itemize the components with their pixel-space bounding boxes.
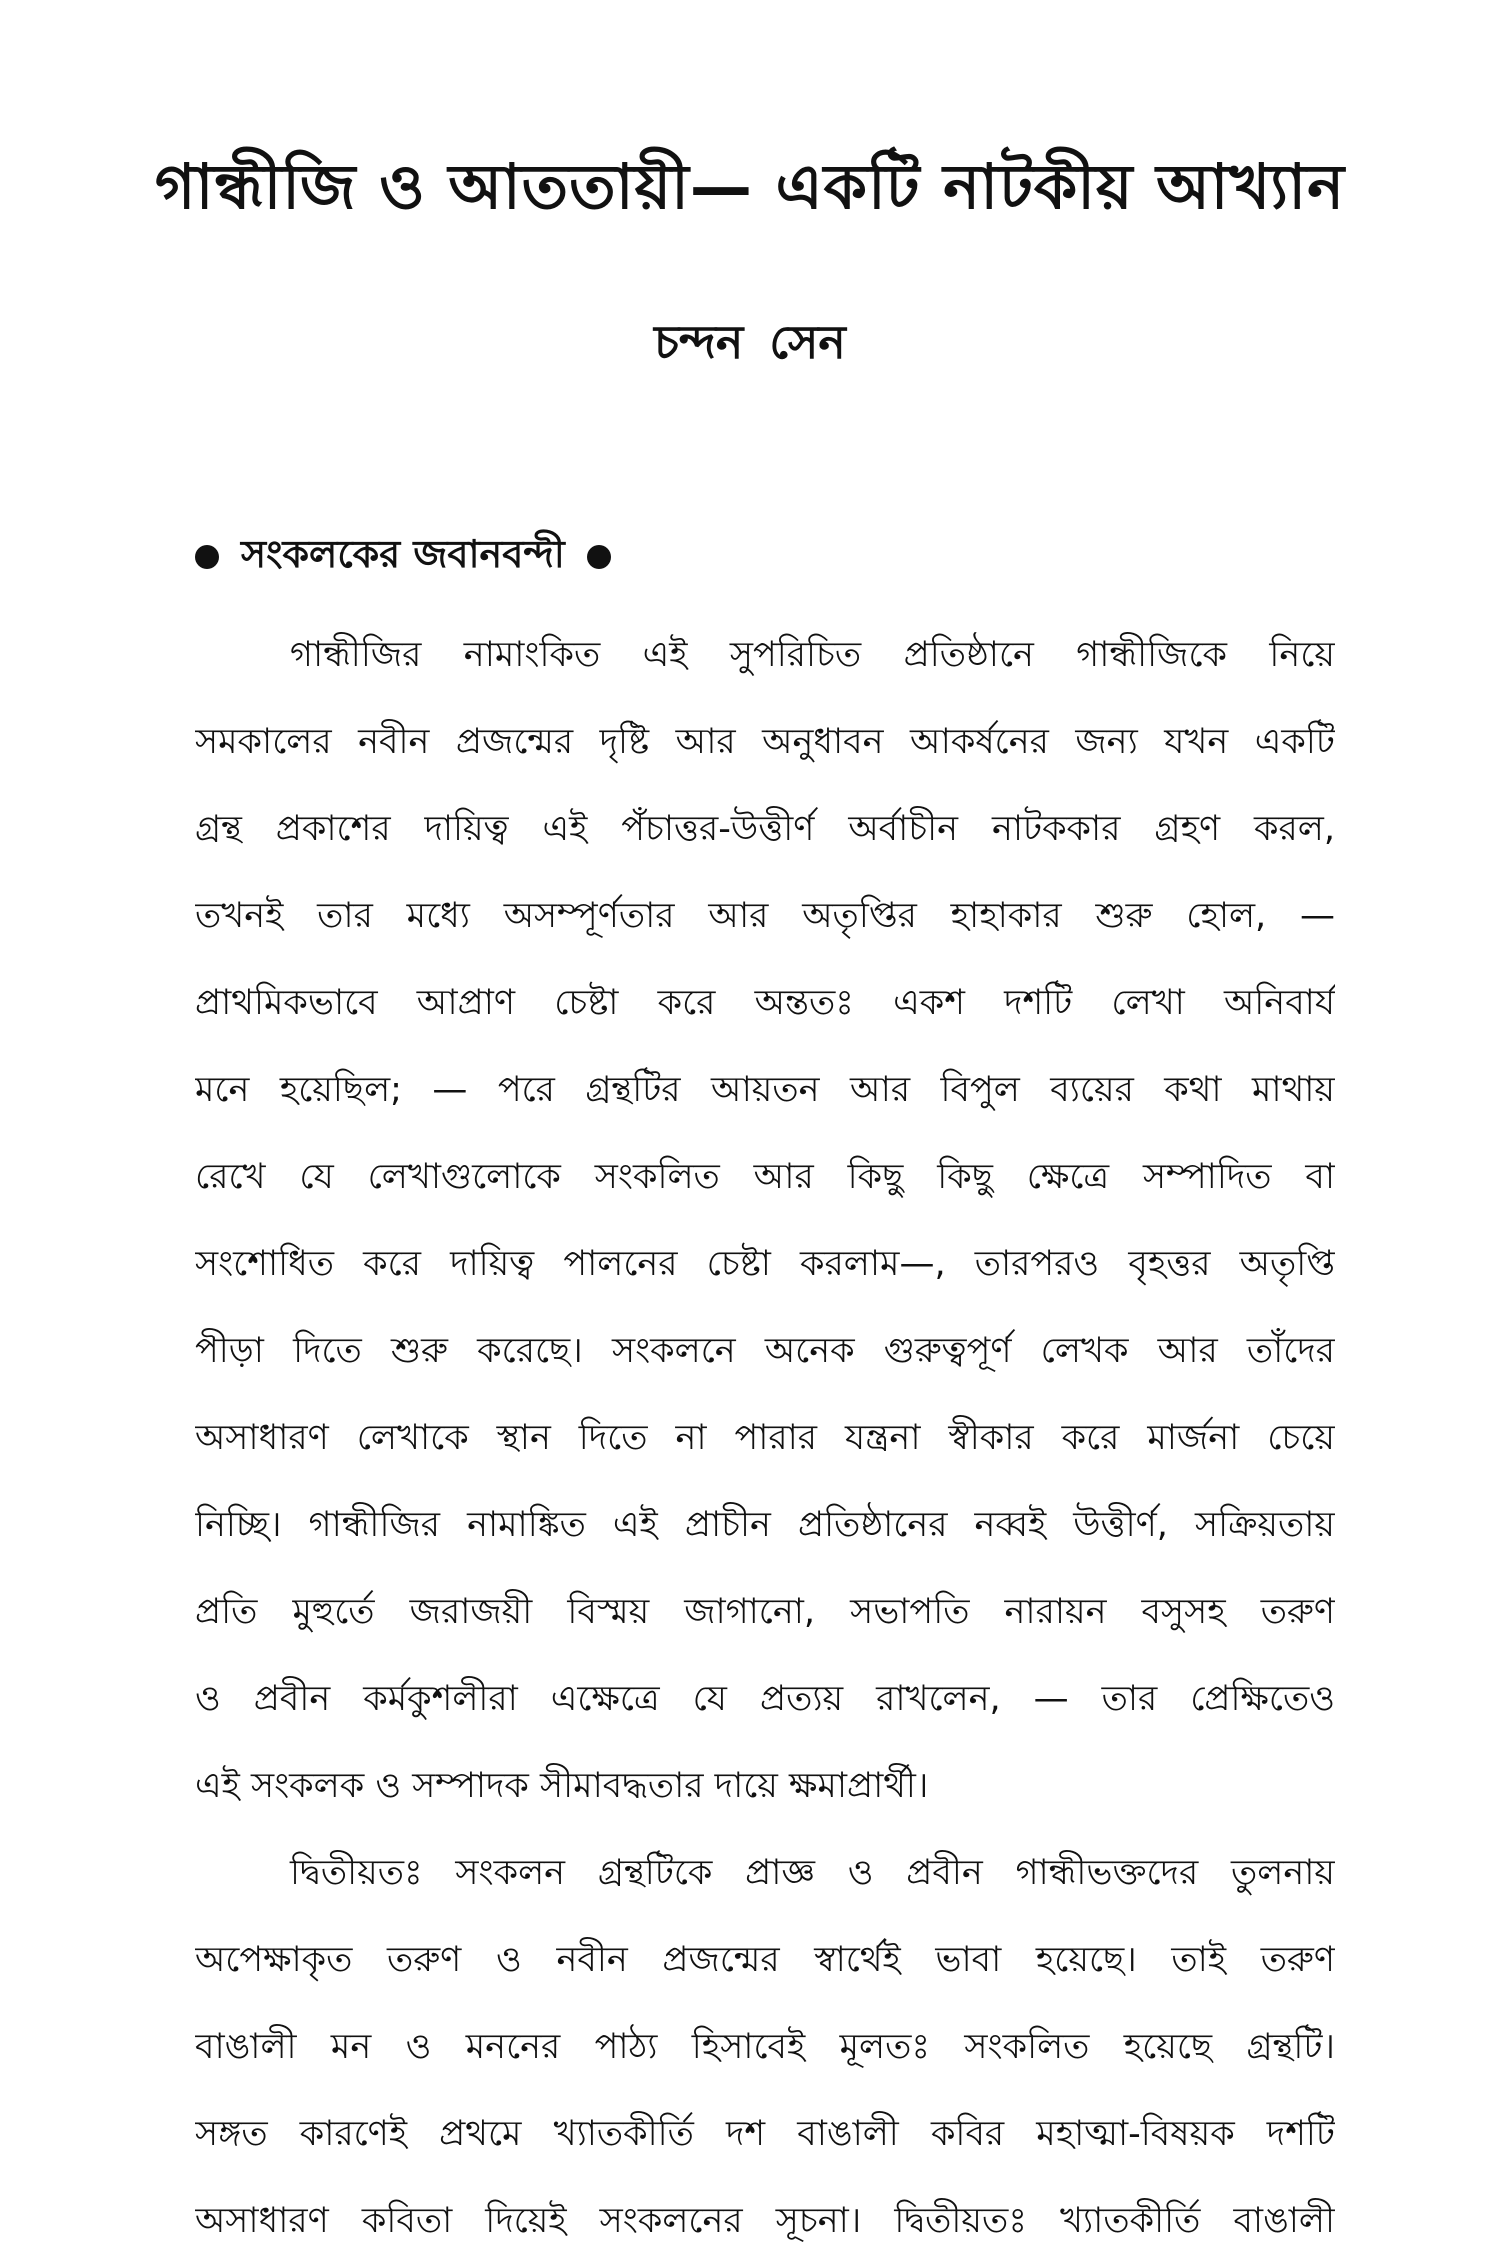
text-line: গ্রন্থ প্রকাশের দায়িত্ব এই পঁচাত্তর-উত্তীর্ণ অর্বাচীন নাটককার গ্রহণ করল, — [195, 809, 1335, 849]
bullet-icon — [195, 545, 219, 569]
section-heading-text: সংকলকের জবানবন্দী — [241, 532, 565, 576]
text-line: সংশোধিত করে দায়িত্ব পালনের চেষ্টা করলাম—, তারপরও বৃহত্তর অতৃপ্তি — [195, 1244, 1335, 1284]
bullet-icon — [587, 545, 611, 569]
text-line: ও প্রবীন কর্মকুশলীরা এক্ষেত্রে যে প্রত্যয় রাখলেন, — তার প্রেক্ষিতেও — [195, 1679, 1335, 1719]
text-line: মনে হয়েছিল; — পরে গ্রন্থটির আয়তন আর বিপুল ব্যয়ের কথা মাথায় — [195, 1070, 1335, 1110]
author-name: চন্দন সেন — [654, 315, 846, 369]
text-line: দ্বিতীয়তঃ সংকলন গ্রন্থটিকে প্রাজ্ঞ ও প্রবীন গান্ধীভক্তদের তুলনায় — [290, 1853, 1335, 1893]
text-line: গান্ধীজির নামাংকিত এই সুপরিচিত প্রতিষ্ঠানে গান্ধীজিকে নিয়ে — [290, 635, 1335, 675]
paragraph-2 — [195, 1830, 1335, 2265]
paragraph-1 — [195, 612, 1335, 1830]
text-line: নিচ্ছি। গান্ধীজির নামাঙ্কিত এই প্রাচীন প্রতিষ্ঠানের নব্বই উত্তীর্ণ, সক্রিয়তায় — [195, 1505, 1335, 1545]
text-line: অসাধারণ কবিতা দিয়েই সংকলনের সূচনা। দ্বিতীয়তঃ খ্যাতকীর্তি বাঙালী — [195, 2201, 1335, 2241]
text-line: প্রাথমিকভাবে আপ্রাণ চেষ্টা করে অন্ততঃ একশ দশটি লেখা অনিবার্য — [195, 983, 1335, 1023]
section-heading — [195, 525, 611, 589]
body-text — [195, 612, 1335, 2265]
text-line: অপেক্ষাকৃত তরুণ ও নবীন প্রজন্মের স্বার্থেই ভাবা হয়েছে। তাই তরুণ — [195, 1940, 1335, 1980]
text-line: প্রতি মুহুর্তে জরাজয়ী বিস্ময় জাগানো, সভাপতি নারায়ন বসুসহ তরুণ — [195, 1592, 1335, 1632]
text-line: বাঙালী মন ও মননের পাঠ্য হিসাবেই মূলতঃ সংকলিত হয়েছে গ্রন্থটি। — [195, 2027, 1335, 2067]
document-title: গান্ধীজি ও আততায়ী— একটি নাটকীয় আখ্যান — [154, 150, 1346, 223]
text-line: পীড়া দিতে শুরু করেছে। সংকলনে অনেক গুরুত্বপূর্ণ লেখক আর তাঁদের — [195, 1331, 1335, 1371]
text-line: এই সংকলক ও সম্পাদক সীমাবদ্ধতার দায়ে ক্ষমাপ্রার্থী। — [195, 1766, 929, 1806]
text-line: সমকালের নবীন প্রজন্মের দৃষ্টি আর অনুধাবন আকর্ষনের জন্য যখন একটি — [195, 722, 1335, 762]
text-line: সঙ্গত কারণেই প্রথমে খ্যাতকীর্তি দশ বাঙালী কবির মহাত্মা-বিষয়ক দশটি — [195, 2114, 1335, 2154]
text-line: তখনই তার মধ্যে অসম্পূর্ণতার আর অতৃপ্তির হাহাকার শুরু হোল, — — [195, 896, 1335, 936]
text-line: রেখে যে লেখাগুলোকে সংকলিত আর কিছু কিছু ক্ষেত্রে সম্পাদিত বা — [195, 1157, 1335, 1197]
text-line: অসাধারণ লেখাকে স্থান দিতে না পারার যন্ত্রনা স্বীকার করে মার্জনা চেয়ে — [195, 1418, 1335, 1458]
